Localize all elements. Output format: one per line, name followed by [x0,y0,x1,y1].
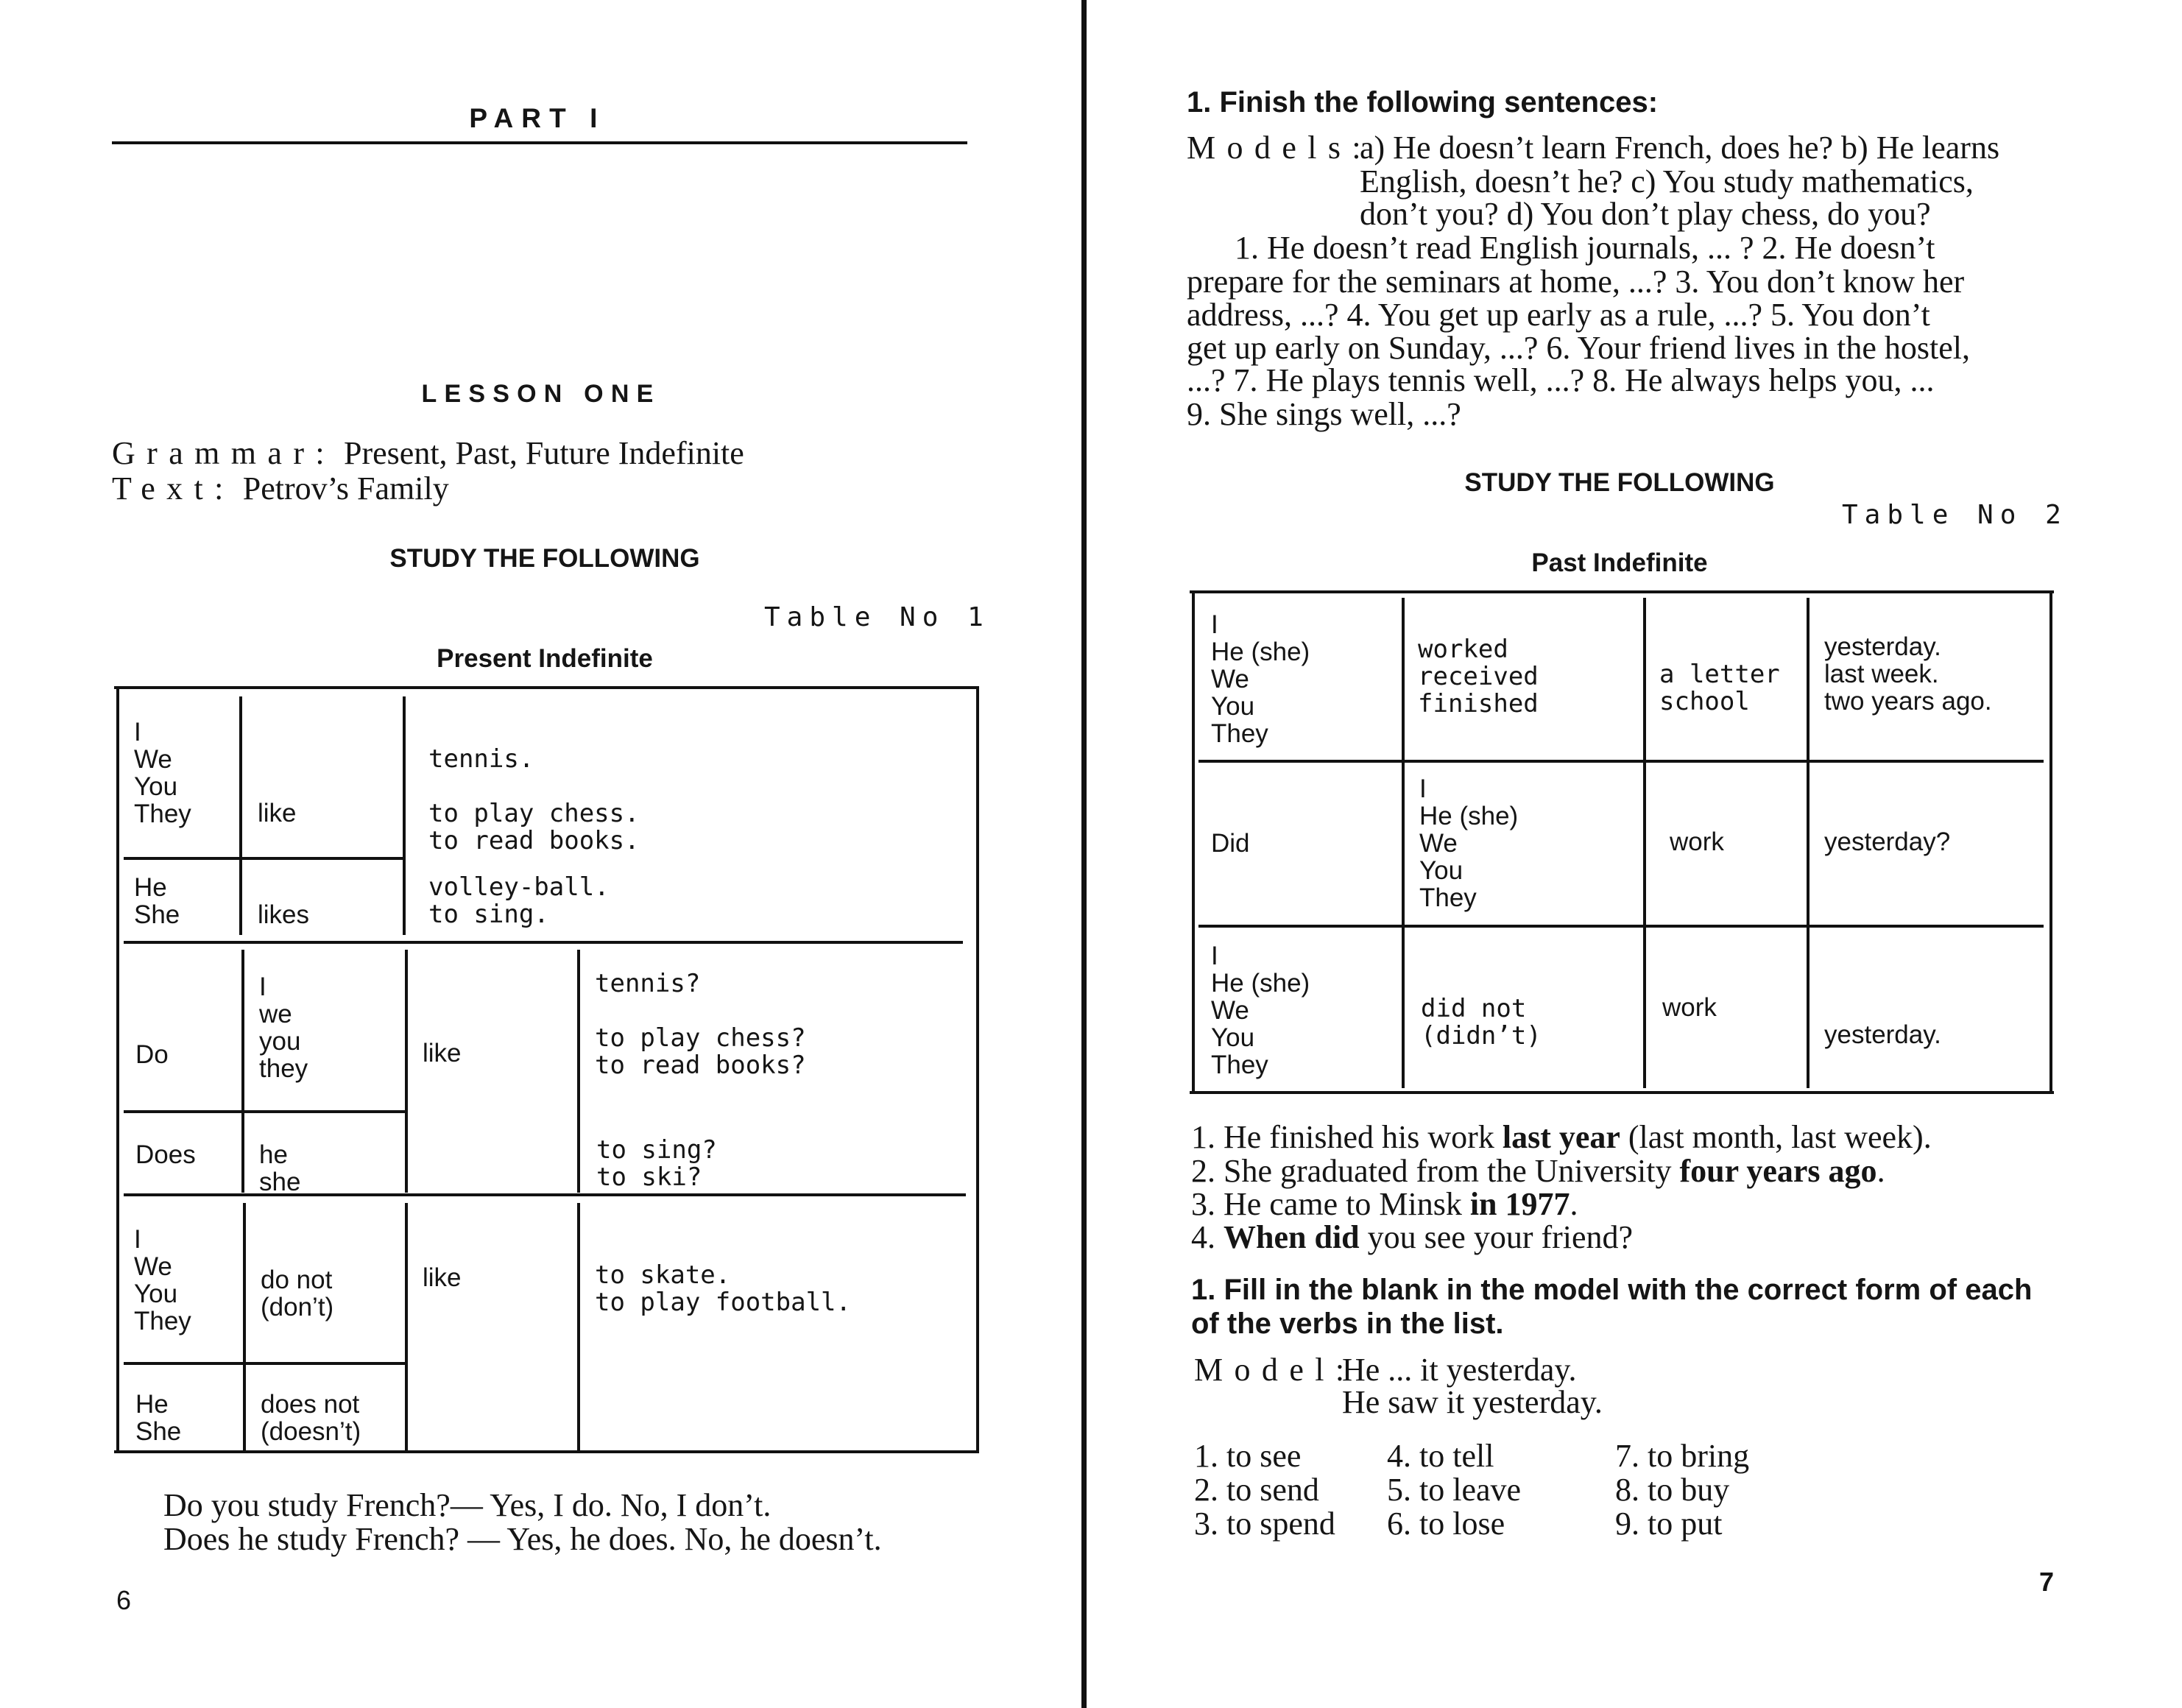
study-heading-right: STUDY THE FOLLOWING [1464,468,1775,497]
exercise-1-heading: 1. Finish the following sentences: [1187,86,1659,119]
page-number-left: 6 [116,1585,132,1615]
table-title-2: Past Indefinite [1531,548,1708,577]
t2-c-aux: did not (didn’t) [1421,994,1542,1051]
text-label: Text: [112,470,235,507]
table1-divider [241,950,244,1193]
sentence-emphasis: four years ago [1679,1153,1877,1189]
verb-list-item: 7. to bring [1615,1438,1750,1474]
sentence-text: you see your friend? [1359,1219,1634,1255]
verb-list-item: 5. to leave [1387,1472,1522,1508]
sentence-1 [1191,1121,1932,1154]
table1-divider [577,950,580,1193]
verb-list-column-1 [1194,1439,1335,1541]
part-divider [112,141,967,144]
grammar-line [112,437,744,470]
table-number-1: Table No 1 [764,602,990,632]
sentence-text: . [1876,1153,1885,1189]
t2-a-time: yesterday. last week. two years ago. [1824,632,1992,716]
table1-divider [124,857,403,860]
book-gutter [1081,0,1087,1708]
table2-divider [1402,598,1405,1088]
table2-divider [1643,598,1646,1088]
table2-bottom-border [1190,1091,2054,1094]
grammar-value: Present, Past, Future Indefinite [344,435,744,471]
text-line [112,472,449,506]
verb-list-item: 3. to spend [1194,1506,1335,1542]
t1-n-objects: to skate. to play football. [595,1260,851,1317]
table1-top-border [114,686,979,689]
verb-list-item: 9. to put [1615,1506,1723,1542]
t1-r1-objects: tennis. to play chess. to read books. [428,744,640,855]
table1-bottom-border [114,1450,979,1453]
sentence-text: . [1570,1186,1578,1222]
t2-c-time: yesterday. [1824,1020,1941,1049]
t2-c-verb: work [1662,993,1717,1022]
table2-divider [1198,760,2044,763]
t1-q-verb: like [423,1039,462,1068]
t1-r2-objects: volley-ball. to sing. [428,872,610,929]
t1-r2-verb: likes [258,900,310,929]
verb-list-item: 4. to tell [1387,1438,1494,1474]
table1-left-border [116,688,119,1452]
lesson-title: LESSON ONE [421,380,661,408]
table2-top-border [1190,590,2054,593]
table1-divider [243,1203,246,1450]
t1-q1-subjects: I we you they [259,973,308,1083]
sentence-number: 4. [1191,1219,1215,1255]
page-number-right: 7 [2039,1567,2055,1597]
model-line-2: He saw it yesterday. [1342,1384,1603,1420]
t1-r1-verb: like [258,799,297,827]
t1-n1-subjects: I We You They [134,1225,191,1335]
sentence-emphasis: When did [1224,1219,1360,1255]
table1-right-border [976,688,979,1452]
t1-q1-aux: Do [135,1040,169,1069]
verb-list-column-2 [1387,1439,1521,1541]
verb-list-item: 8. to buy [1615,1472,1730,1508]
t2-b-verb: work [1670,827,1724,856]
t2-b-time: yesterday? [1824,827,1951,856]
sentence-number: 3. [1191,1186,1215,1222]
table1-divider [124,1193,966,1196]
table1-divider [239,696,242,935]
sentence-number: 2. [1191,1153,1215,1189]
t1-q2-subjects: he she [259,1140,301,1196]
t2-b-aux: Did [1211,829,1250,858]
table1-divider [124,941,963,944]
grammar-label: Grammar: [112,435,336,471]
table-number-2: Table No 2 [1842,500,2068,530]
t2-a-subjects: I He (she) We You They [1211,610,1310,748]
sentence-4 [1191,1221,1633,1254]
t2-a-verbs: worked received finished [1418,635,1539,719]
example-sentence-2: Does he study French? — Yes, he does. No, he doesn’t. [163,1521,882,1557]
model-label: Model: [1194,1352,1356,1388]
sentence-number: 1. [1191,1119,1215,1155]
example-sentence-1: Do you study French?— Yes, I do. No, I don’t. [163,1487,772,1523]
t1-q2-objects: to sing? to ski? [596,1135,717,1192]
verb-list-item: 6. to lose [1387,1506,1505,1542]
t1-q1-objects: tennis? to play chess? to read books? [595,969,806,1080]
exercise-1-line: 1. He doesn’t read English journals, ... ? 2. He doesn’t [1235,230,1935,266]
t1-q2-aux: Does [135,1140,196,1169]
sentence-2 [1191,1154,1885,1188]
models-line-1: a) He doesn’t learn French, does he? b) He learns [1360,130,2000,166]
t2-b-subjects: I He (she) We You They [1419,774,1519,912]
model-line-1: He ... it yesterday. [1342,1352,1577,1388]
text-value: Petrov’s Family [242,470,449,507]
exercise-1-line: address, ...? 4. You get up early as a rule, ...? 5. You don’t [1187,297,1930,333]
models-label: Models: [1187,130,1373,166]
sentence-emphasis: in 1977 [1469,1186,1570,1222]
models-line-3: don’t you? d) You don’t play chess, do you? [1360,196,1931,232]
sentence-3 [1191,1188,1578,1221]
exercise-1-line: ...? 7. He plays tennis well, ...? 8. He always helps you, ... [1187,362,1935,398]
exercise-1-line: 9. She sings well, ...? [1187,396,1461,432]
exercise-1-line: prepare for the seminars at home, ...? 3. You don’t know her [1187,264,1965,300]
table1-divider [124,1110,406,1113]
table2-divider [1198,925,2044,928]
t1-n-verb: like [423,1263,462,1292]
exercise-2-heading-line-1: 1. Fill in the blank in the model with the correct form of each [1191,1274,2033,1306]
table1-divider [405,950,408,1193]
sentence-text: She graduated from the University [1224,1153,1680,1189]
sentence-text: He came to Minsk [1224,1186,1470,1222]
table1-divider [405,1203,408,1450]
table-title-1: Present Indefinite [437,644,653,673]
verb-list-item: 1. to see [1194,1438,1302,1474]
exercise-2-heading-line-2: of the verbs in the list. [1191,1308,1504,1340]
sentence-emphasis: last year [1502,1119,1620,1155]
t1-n1-aux: do not (don’t) [261,1266,334,1321]
table2-left-border [1192,592,1195,1093]
sentence-text: (last month, last week). [1620,1119,1932,1155]
part-title: PART I [469,103,606,133]
table1-divider [577,1203,580,1450]
t2-c-subjects: I He (she) We You They [1211,942,1310,1079]
t1-r2-subjects: He She [134,873,180,929]
table2-divider [1807,598,1809,1088]
t2-a-objects: a letter school [1659,660,1780,716]
models-line-2: English, doesn’t he? c) You study mathematics, [1360,163,1974,200]
table1-divider [124,1362,406,1365]
table1-divider [403,696,406,935]
sentence-text: He finished his work [1224,1119,1503,1155]
verb-list-column-3 [1615,1439,1749,1541]
table2-right-border [2049,592,2052,1093]
study-heading-left: STUDY THE FOLLOWING [389,544,700,573]
t1-n2-aux: does not (doesn’t) [261,1390,361,1446]
t1-r1-subjects: I We You They [134,718,191,828]
t1-n2-subjects: He She [135,1390,182,1446]
exercise-1-line: get up early on Sunday, ...? 6. Your friend lives in the hostel, [1187,330,1970,366]
verb-list-item: 2. to send [1194,1472,1319,1508]
